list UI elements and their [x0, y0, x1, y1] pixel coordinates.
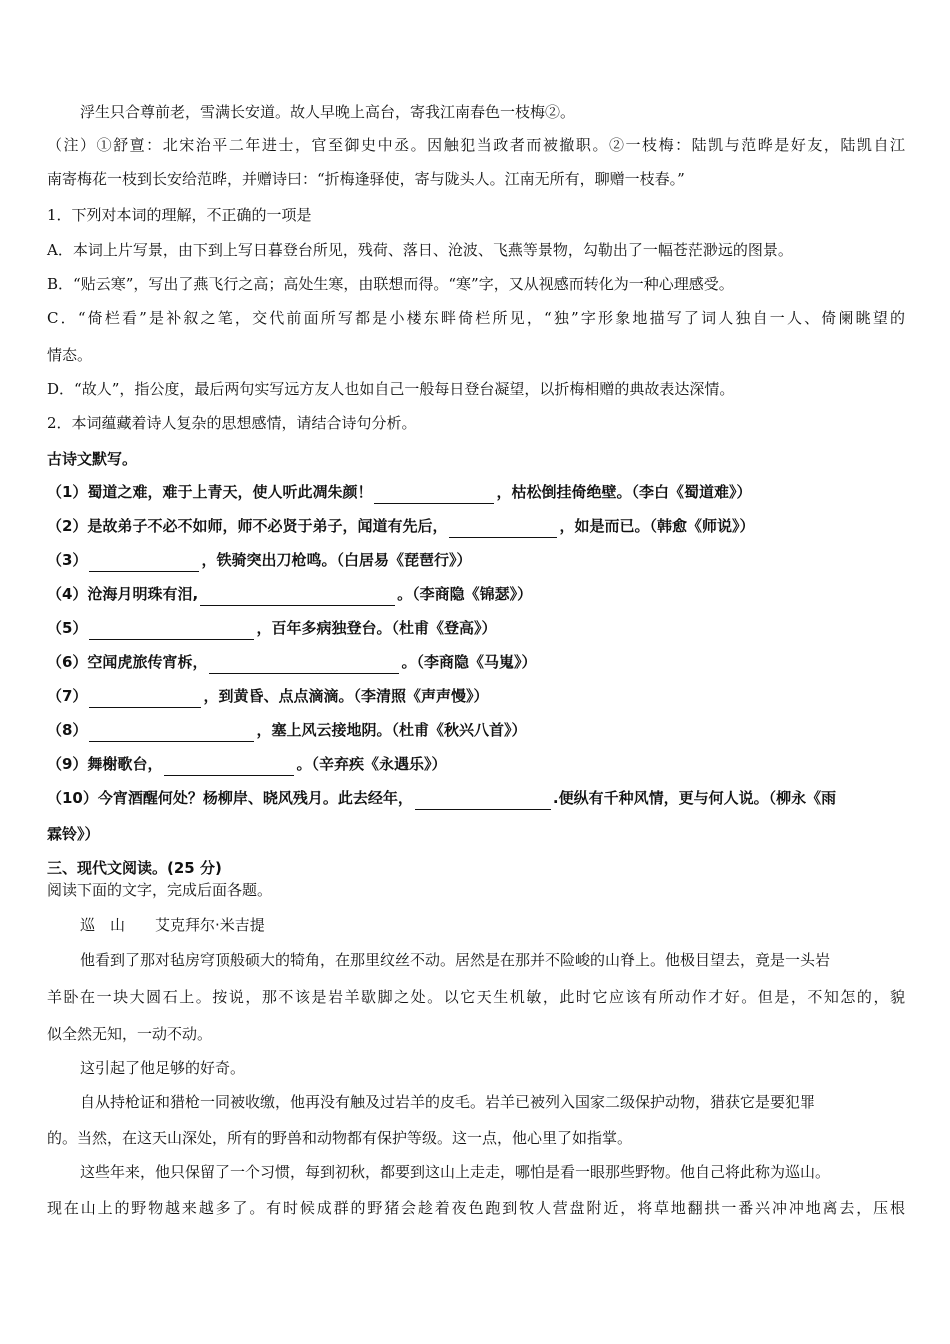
paragraph-1-line-1: 他看到了那对毡房穹顶般硕大的犄角，在那里纹丝不动。居然是在那并不险峻的山脊上。他极目望去，竟是一头岩: [80, 951, 831, 969]
paragraph-3-line-2: 的。当然，在这天山深处，所有的野兽和动物都有保护等级。这一点，他心里了如指掌。: [47, 1129, 633, 1147]
poem-last-line: 浮生只合尊前老，雪满长安道。故人早晚上高台，寄我江南春色一枝梅②。: [80, 103, 576, 121]
dictation-item-10-after: .便纵有千种风情，更与何人说。（柳永《雨: [552, 789, 837, 807]
paragraph-4-line-2: 现在山上的野物越来越多了。有时候成群的野猪会趁着夜色跑到牧人营盘附近，将草地翻拱一番兴冲冲地离去，压根: [47, 1199, 905, 1217]
answer-blank[interactable]: [209, 657, 399, 674]
dictation-item-8: [47, 718, 905, 742]
dictation-item-1: [47, 480, 905, 504]
dictation-item-5: [47, 616, 905, 640]
question-1: 1．下列对本词的理解，不正确的一项是: [47, 206, 312, 224]
option-d: D．“故人”，指公度，最后两句实写远方友人也如自己一般每日登台凝望，以折梅相赠的典故表达深情。: [47, 380, 735, 398]
answer-blank[interactable]: [164, 759, 294, 776]
answer-blank[interactable]: [200, 589, 395, 606]
dictation-item-2-before: （2）是故弟子不必不如师，师不必贤于弟子，闻道有先后，: [47, 517, 448, 535]
dictation-item-9: [47, 752, 905, 776]
answer-blank[interactable]: [89, 623, 254, 640]
dictation-item-5-after: ，百年多病独登台。（杜甫《登高》）: [256, 619, 497, 637]
section-heading: 三、现代文阅读。(25 分): [47, 859, 222, 877]
paragraph-1-line-2: 羊卧在一块大圆石上。按说，那不该是岩羊歇脚之处。以它天生机敏，此时它应该有所动作才好。但是，不知怎的，貌: [47, 988, 905, 1006]
answer-blank[interactable]: [415, 793, 551, 810]
question-2: 2．本词蕴藏着诗人复杂的思想感情，请结合诗句分析。: [47, 414, 417, 432]
poem-note-line-1: （注）①舒亶：北宋治平二年进士，官至御史中丞。因触犯当政者而被撤职。②一枝梅：陆凯与范晔是好友，陆凯自江: [47, 136, 905, 154]
dictation-item-8-before: （8）: [47, 721, 88, 739]
dictation-item-10-before: （10）今宵酒醒何处？杨柳岸、晓风残月。此去经年，: [47, 789, 413, 807]
dictation-item-4-before: （4）沧海月明珠有泪,: [47, 585, 199, 603]
dictation-item-3: [47, 548, 905, 572]
dictation-item-10-continued: 霖铃》）: [47, 825, 100, 843]
dictation-item-2-after: ，如是而已。（韩愈《师说》）: [559, 517, 755, 535]
dictation-item-8-after: ，塞上风云接地阴。（杜甫《秋兴八首》）: [256, 721, 527, 739]
answer-blank[interactable]: [89, 725, 254, 742]
dictation-item-6-after: 。（李商隐《马嵬》）: [401, 653, 537, 671]
paragraph-3-line-1: 自从持枪证和猎枪一同被收缴，他再没有触及过岩羊的皮毛。岩羊已被列入国家二级保护动物，猎获它是要犯罪: [80, 1093, 816, 1111]
dictation-item-2: [47, 514, 905, 538]
dictation-item-3-after: ，铁骑突出刀枪鸣。（白居易《琵琶行》）: [201, 551, 472, 569]
option-c-line-2: 情态。: [47, 346, 93, 364]
dictation-item-4: [47, 582, 905, 606]
dictation-item-3-before: （3）: [47, 551, 88, 569]
dictation-item-7-before: （7）: [47, 687, 88, 705]
answer-blank[interactable]: [374, 487, 494, 504]
dictation-item-7-after: ，到黄昏、点点滴滴。（李清照《声声慢》）: [203, 687, 489, 705]
dictation-item-5-before: （5）: [47, 619, 88, 637]
dictation-item-4-after: 。（李商隐《锦瑟》）: [397, 585, 533, 603]
dictation-item-1-after: ，枯松倒挂倚绝壁。（李白《蜀道难》）: [496, 483, 752, 501]
answer-blank[interactable]: [449, 521, 557, 538]
dictation-item-9-before: （9）舞榭歌台，: [47, 755, 163, 773]
option-c-line-1: C．“倚栏看”是补叙之笔，交代前面所写都是小楼东畔倚栏所见，“独”字形象地描写了词人独自一人、倚阑眺望的: [47, 309, 905, 327]
paragraph-1-line-3: 似全然无知，一动不动。: [47, 1025, 213, 1043]
dictation-item-9-after: 。（辛弃疾《永遇乐》）: [296, 755, 447, 773]
answer-blank[interactable]: [89, 555, 199, 572]
paragraph-2: 这引起了他足够的好奇。: [80, 1059, 246, 1077]
dictation-item-6-before: （6）空闻虎旅传宵柝，: [47, 653, 208, 671]
paragraph-4-line-1: 这些年来，他只保留了一个习惯，每到初秋，都要到这山上走走，哪怕是看一眼那些野物。他自己将此称为巡山。: [80, 1163, 831, 1181]
dictation-item-6: [47, 650, 905, 674]
option-b: B．“贴云寒”，写出了燕飞行之高；高处生寒，由联想而得。“寒”字，又从视感而转化为一种心理感受。: [47, 275, 734, 293]
answer-blank[interactable]: [89, 691, 201, 708]
article-title: 巡 山 艾克拜尔·米吉提: [80, 916, 265, 934]
dictation-item-1-before: （1）蜀道之难，难于上青天，使人听此凋朱颜！: [47, 483, 373, 501]
option-a: A．本词上片写景，由下到上写日暮登台所见，残荷、落日、沧波、飞燕等景物，勾勒出了一幅苍茫渺远的图景。: [47, 241, 793, 259]
poem-note-line-2: 南寄梅花一枝到长安给范晔，并赠诗曰：“折梅逢驿使，寄与陇头人。江南无所有，聊赠一枝春。”: [47, 170, 685, 188]
reading-instruction: 阅读下面的文字，完成后面各题。: [47, 881, 273, 899]
dictation-heading: 古诗文默写。: [47, 450, 138, 468]
dictation-item-7: [47, 684, 905, 708]
dictation-item-10: [47, 786, 905, 810]
